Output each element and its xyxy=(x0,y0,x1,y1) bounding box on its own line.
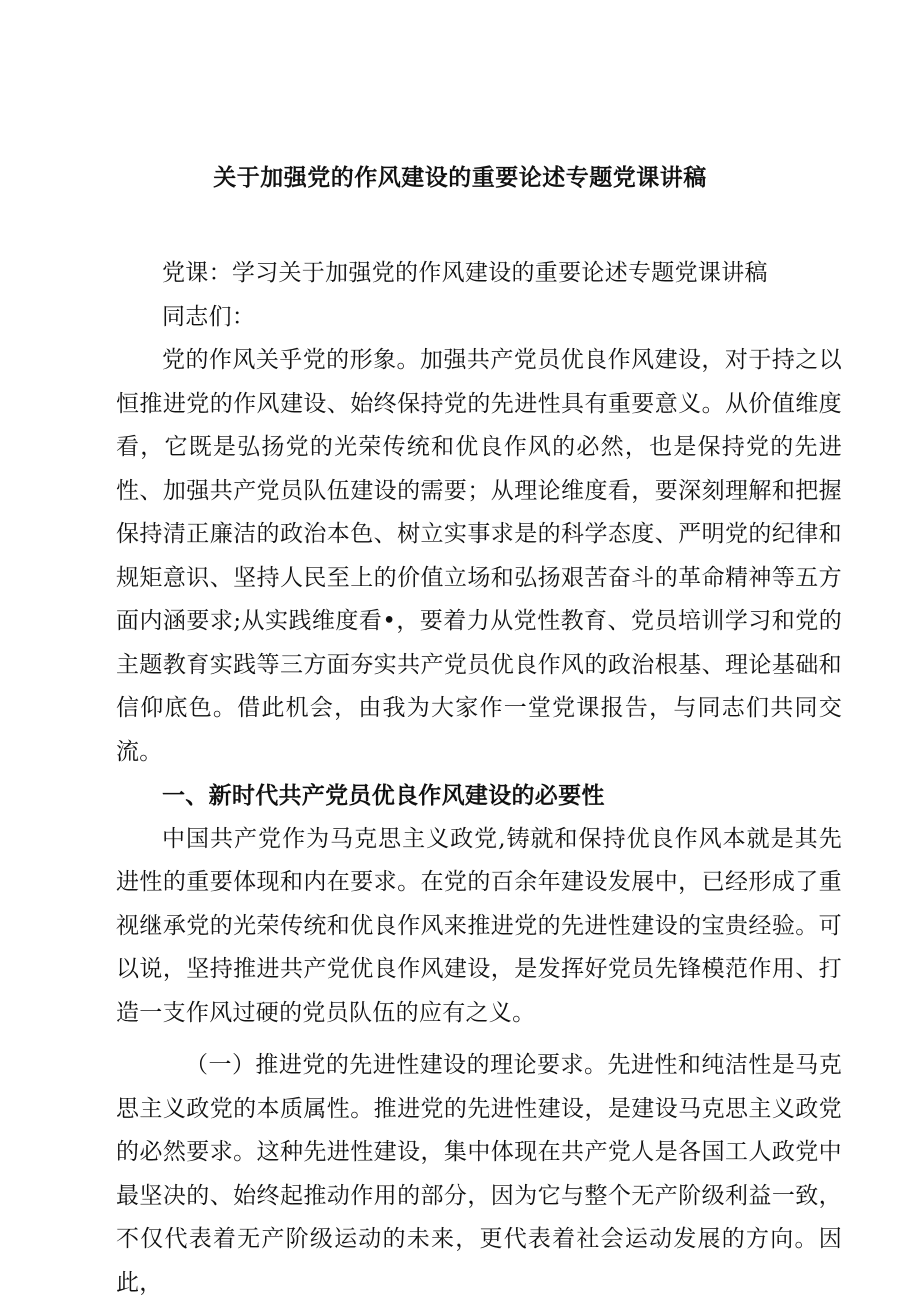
document-body xyxy=(116,252,842,1305)
document-title: 关于加强党的作风建设的重要论述专题党课讲稿 xyxy=(213,164,707,191)
intro-paragraph: 党的作风关乎党的形象。加强共产党员优良作风建设，对于持之以恒推进党的作风建设、始终保持党的先进性具有重要意义。从价值维度看，它既是弘扬党的光荣传统和优良作风的必然，也是保持党的先进性、加强共产党员队伍建设的需要；从理论维度看，要深刻理解和把握保持清正廉洁的政治本色、树立实事求是的科学态度、严明党的纪律和规矩意识、坚持人民至上的价值立场和弘扬艰苦奋斗的革命精神等五方面内涵要求;从实践维度看•，要着力从党性教育、党员培训学习和党的主题教育实践等三方面夯实共产党员优良作风的政治根基、理论基础和信仰底色。借此机会，由我为大家作一堂党课报告，与同志们共同交流。 xyxy=(116,347,842,765)
salutation: 同志们： xyxy=(162,303,256,330)
section-heading-1: 一、新时代共产党员优良作风建设的必要性 xyxy=(162,782,605,809)
section-1-paragraph: 中国共产党作为马克思主义政党,铸就和保持优良作风本就是其先进性的重要体现和内在要求。在党的百余年建设发展中，已经形成了重视继承党的光荣传统和优良作风来推进党的先进性建设的宝贵经验。可以说，坚持推进共产党优良作风建设，是发挥好党员先锋模范作用、打造一支作风过硬的党员队伍的应有之义。 xyxy=(116,825,842,1026)
subsection-1-1-paragraph: （一）推进党的先进性建设的理论要求。先进性和纯洁性是马克思主义政党的本质属性。推进党的先进性建设，是建设马克思主义政党的必然要求。这种先进性建设，集中体现在共产党人是各国工人政党中最坚决的、始终起推动作用的部分，因为它与整个无产阶级利益一致，不仅代表着无产阶级运动的未来，更代表着社会运动发展的方向。因此， xyxy=(116,1052,842,1296)
document-subtitle: 党课：学习关于加强党的作风建设的重要论述专题党课讲稿 xyxy=(162,260,768,286)
